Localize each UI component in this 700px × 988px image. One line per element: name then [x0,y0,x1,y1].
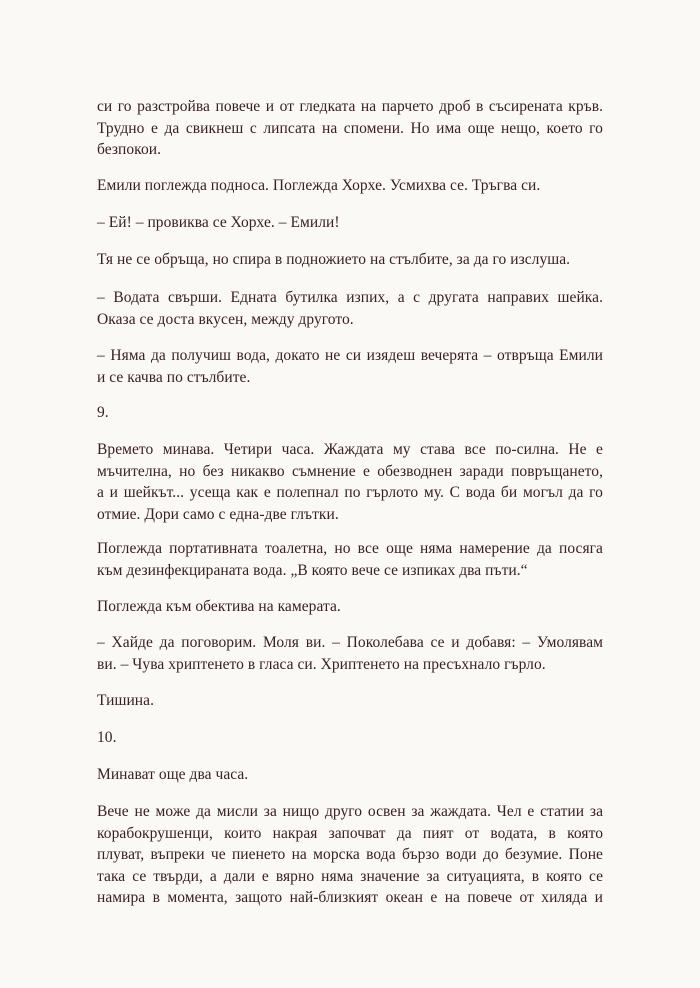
paragraph-15 [97,801,603,909]
text-line: корабокрушенци, които накрая започват да пият от водата, в която [97,824,603,842]
text-line: към дезинфекцираната вода. „В която вече се изпиках два пъти.“ [97,561,528,579]
text-line: Трудно е да свикнеш с липсата на спомени. Но има още нещо, което го [97,119,603,137]
text-line: мъчителна, но без никакво съмнение е обезводнен заради повръщането, [97,462,603,480]
paragraph-9 [97,538,603,581]
text-line: Емили поглежда подноса. Поглежда Хорхе. Усмихва се. Тръгва си. [97,177,541,194]
text-line: плуват, въпреки че пиенето на морска вода бързо води до безумие. Поне [97,846,603,863]
text-line: безпокои. [97,141,162,158]
text-line: отмие. Дори само с една-две глътки. [97,505,339,523]
text-line: Тишина. [97,692,155,709]
text-line: – Водата свърши. Едната бутилка изпих, а с другата направих шейка. [97,289,603,306]
paragraph-8 [97,439,603,525]
text-line: – Ей! – провиква се Хорхе. – Емили! [97,214,340,231]
paragraph-11 [97,632,603,675]
text-line: така се твърди, а дали е вярно няма значение за ситуацията, в която се [97,867,603,885]
text-line: Минават още два часа. [97,766,249,783]
paragraph-6 [97,345,603,388]
paragraph-2 [97,175,603,197]
text-line: – Хайде да поговорим. Моля ви. – Поколебава се и добавя: – Умолявам [97,634,603,651]
text-line: Тя не се обръща, но спира в подножието на стълбите, за да го изслуша. [97,251,571,268]
text-line: намира в момента, защото най-близкият океан е на повече от хиляда и [97,889,603,906]
text-line: Поглежда към обектива на камерата. [97,598,341,615]
text-line: 9. [97,404,109,421]
text-line: а и шейкът... усеща как е полепнал по гърлото му. С вода би могъл да го [97,484,603,501]
text-line: Вече не може да мисли за нищо друго освен за жаждата. Чел е статии за [97,803,603,820]
section-number-9 [97,402,603,424]
text-line: си го разстройва повече и от гледката на парчето дроб в съсирената кръв. [97,98,603,115]
text-line: 10. [97,729,117,746]
text-line: ви. – Чува хриптенето в гласа си. Хриптенето на пресъхнало гърло. [97,655,546,673]
paragraph-10 [97,596,603,618]
text-line: Поглежда портативната тоалетна, но все още няма намерение да посяга [97,540,603,557]
text-line: Оказа се доста вкусен, между другото. [97,310,354,328]
paragraph-4 [97,249,603,271]
paragraph-12 [97,690,603,712]
text-line: и се качва по стълбите. [97,368,251,386]
paragraph-14 [97,764,603,786]
text-line: Времето минава. Четири часа. Жаждата му става все по-силна. Не е [97,441,603,458]
paragraph-3 [97,212,603,234]
paragraph-5 [97,287,603,330]
paragraph-1 [97,96,603,161]
text-line: – Няма да получиш вода, докато не си изядеш вечерята – отвръща Емили [97,347,603,364]
section-number-10 [97,727,603,749]
